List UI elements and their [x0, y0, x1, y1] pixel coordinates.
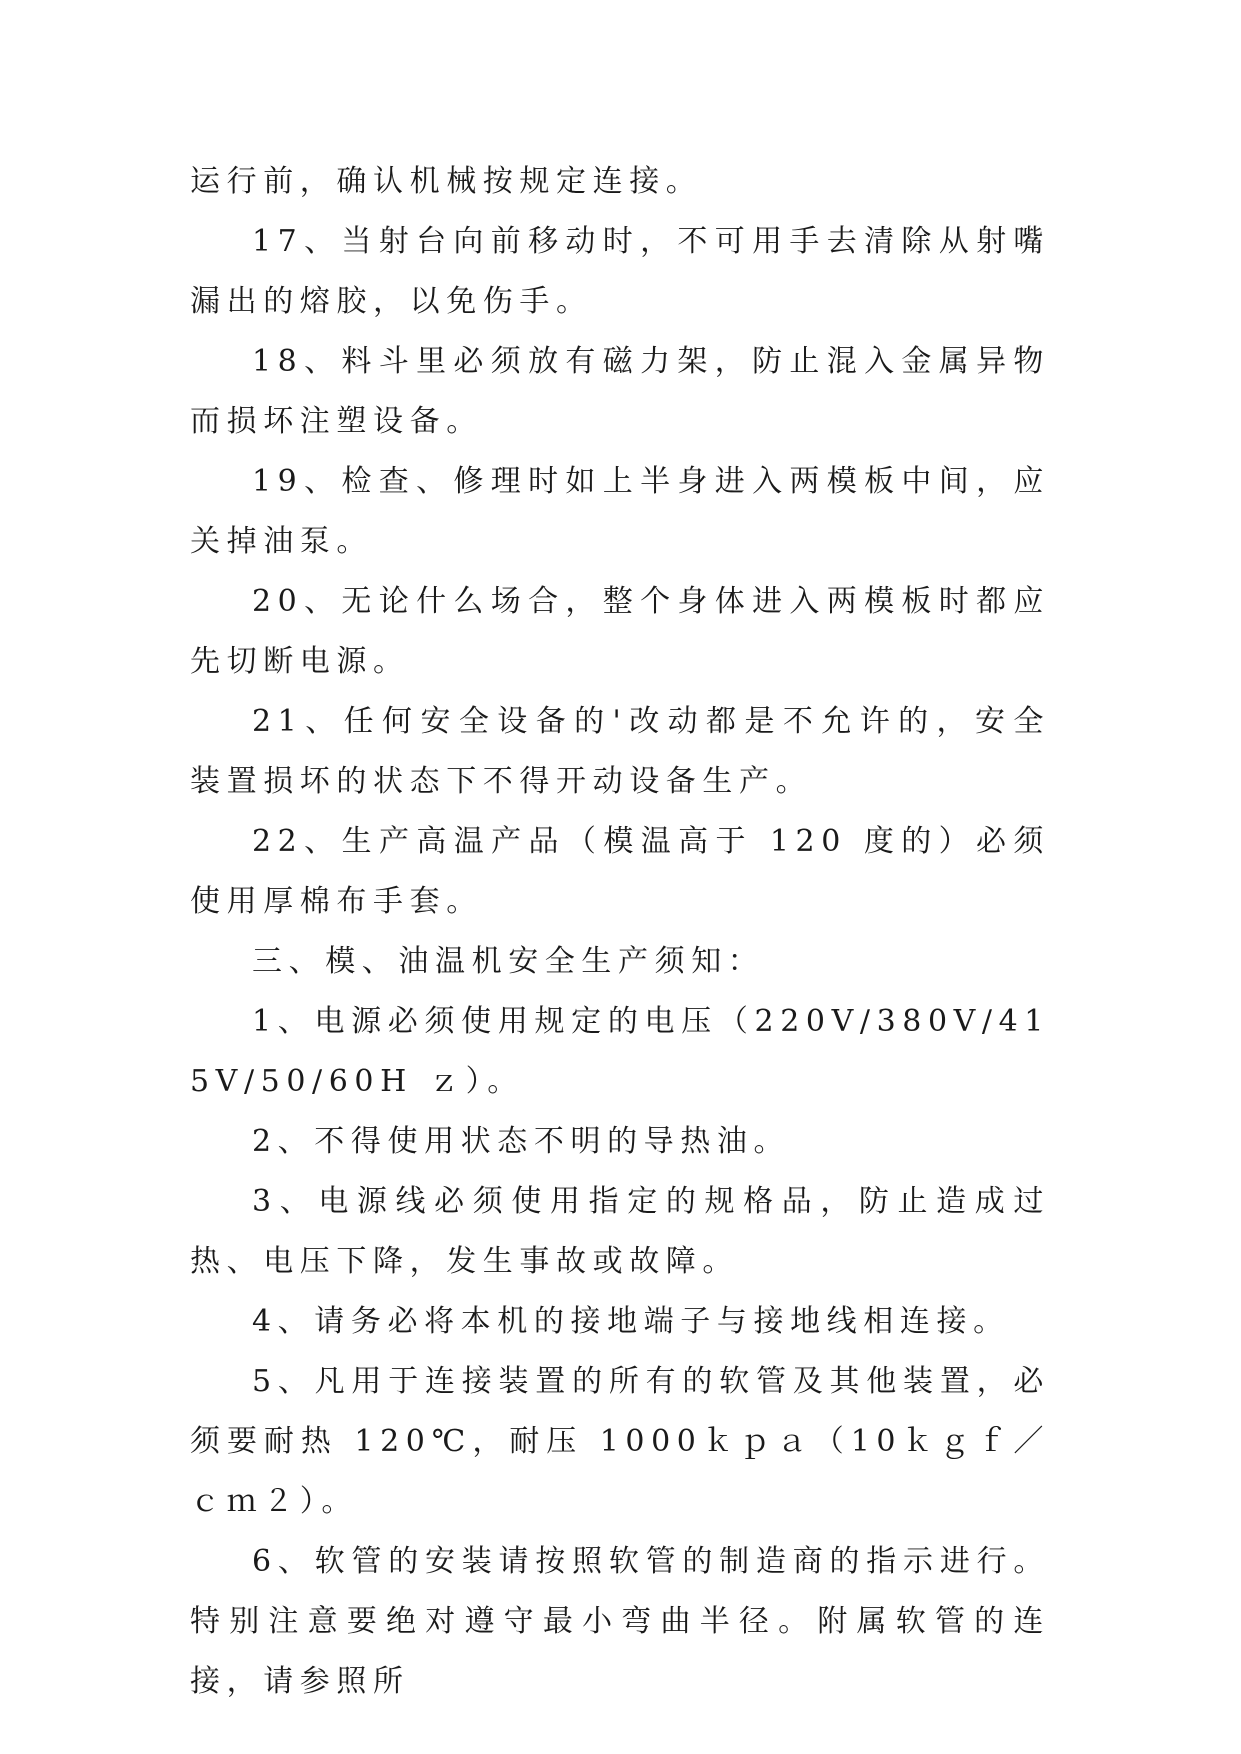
paragraph: 3、电源线必须使用指定的规格品，防止造成过热、电压下降，发生事故或故障。: [190, 1184, 1050, 1279]
paragraph: 19、检查、修理时如上半身进入两模板中间，应关掉油泵。: [190, 464, 1050, 559]
document-body: [190, 152, 1050, 1712]
paragraph: 运行前，确认机械按规定连接。: [190, 164, 703, 199]
section-heading: 三、模、油温机安全生产须知：: [252, 944, 765, 979]
paragraph: 6、软管的安装请按照软管的制造商的指示进行。特别注意要绝对遵守最小弯曲半径。附属软管的连接，请参照所: [190, 1544, 1050, 1699]
paragraph: 5、凡用于连接装置的所有的软管及其他装置，必须要耐热 120℃，耐压 1000ｋｐａ（10ｋｇｆ／ｃｍ２）。: [190, 1364, 1050, 1519]
paragraph: 22、生产高温产品（模温高于 120 度的）必须使用厚棉布手套。: [190, 824, 1050, 919]
paragraph: 21、任何安全设备的'改动都是不允许的，安全装置损坏的状态下不得开动设备生产。: [190, 704, 1050, 799]
paragraph: 20、无论什么场合，整个身体进入两模板时都应先切断电源。: [190, 584, 1050, 679]
paragraph: 1、电源必须使用规定的电压（220V/380V/415V/50/60H ｚ）。: [190, 1004, 1050, 1099]
paragraph: 18、料斗里必须放有磁力架，防止混入金属异物而损坏注塑设备。: [190, 344, 1050, 439]
paragraph: 4、请务必将本机的接地端子与接地线相连接。: [252, 1304, 1010, 1339]
paragraph: 17、当射台向前移动时，不可用手去清除从射嘴漏出的熔胶，以免伤手。: [190, 224, 1050, 319]
paragraph: 2、不得使用状态不明的导热油。: [252, 1124, 791, 1159]
